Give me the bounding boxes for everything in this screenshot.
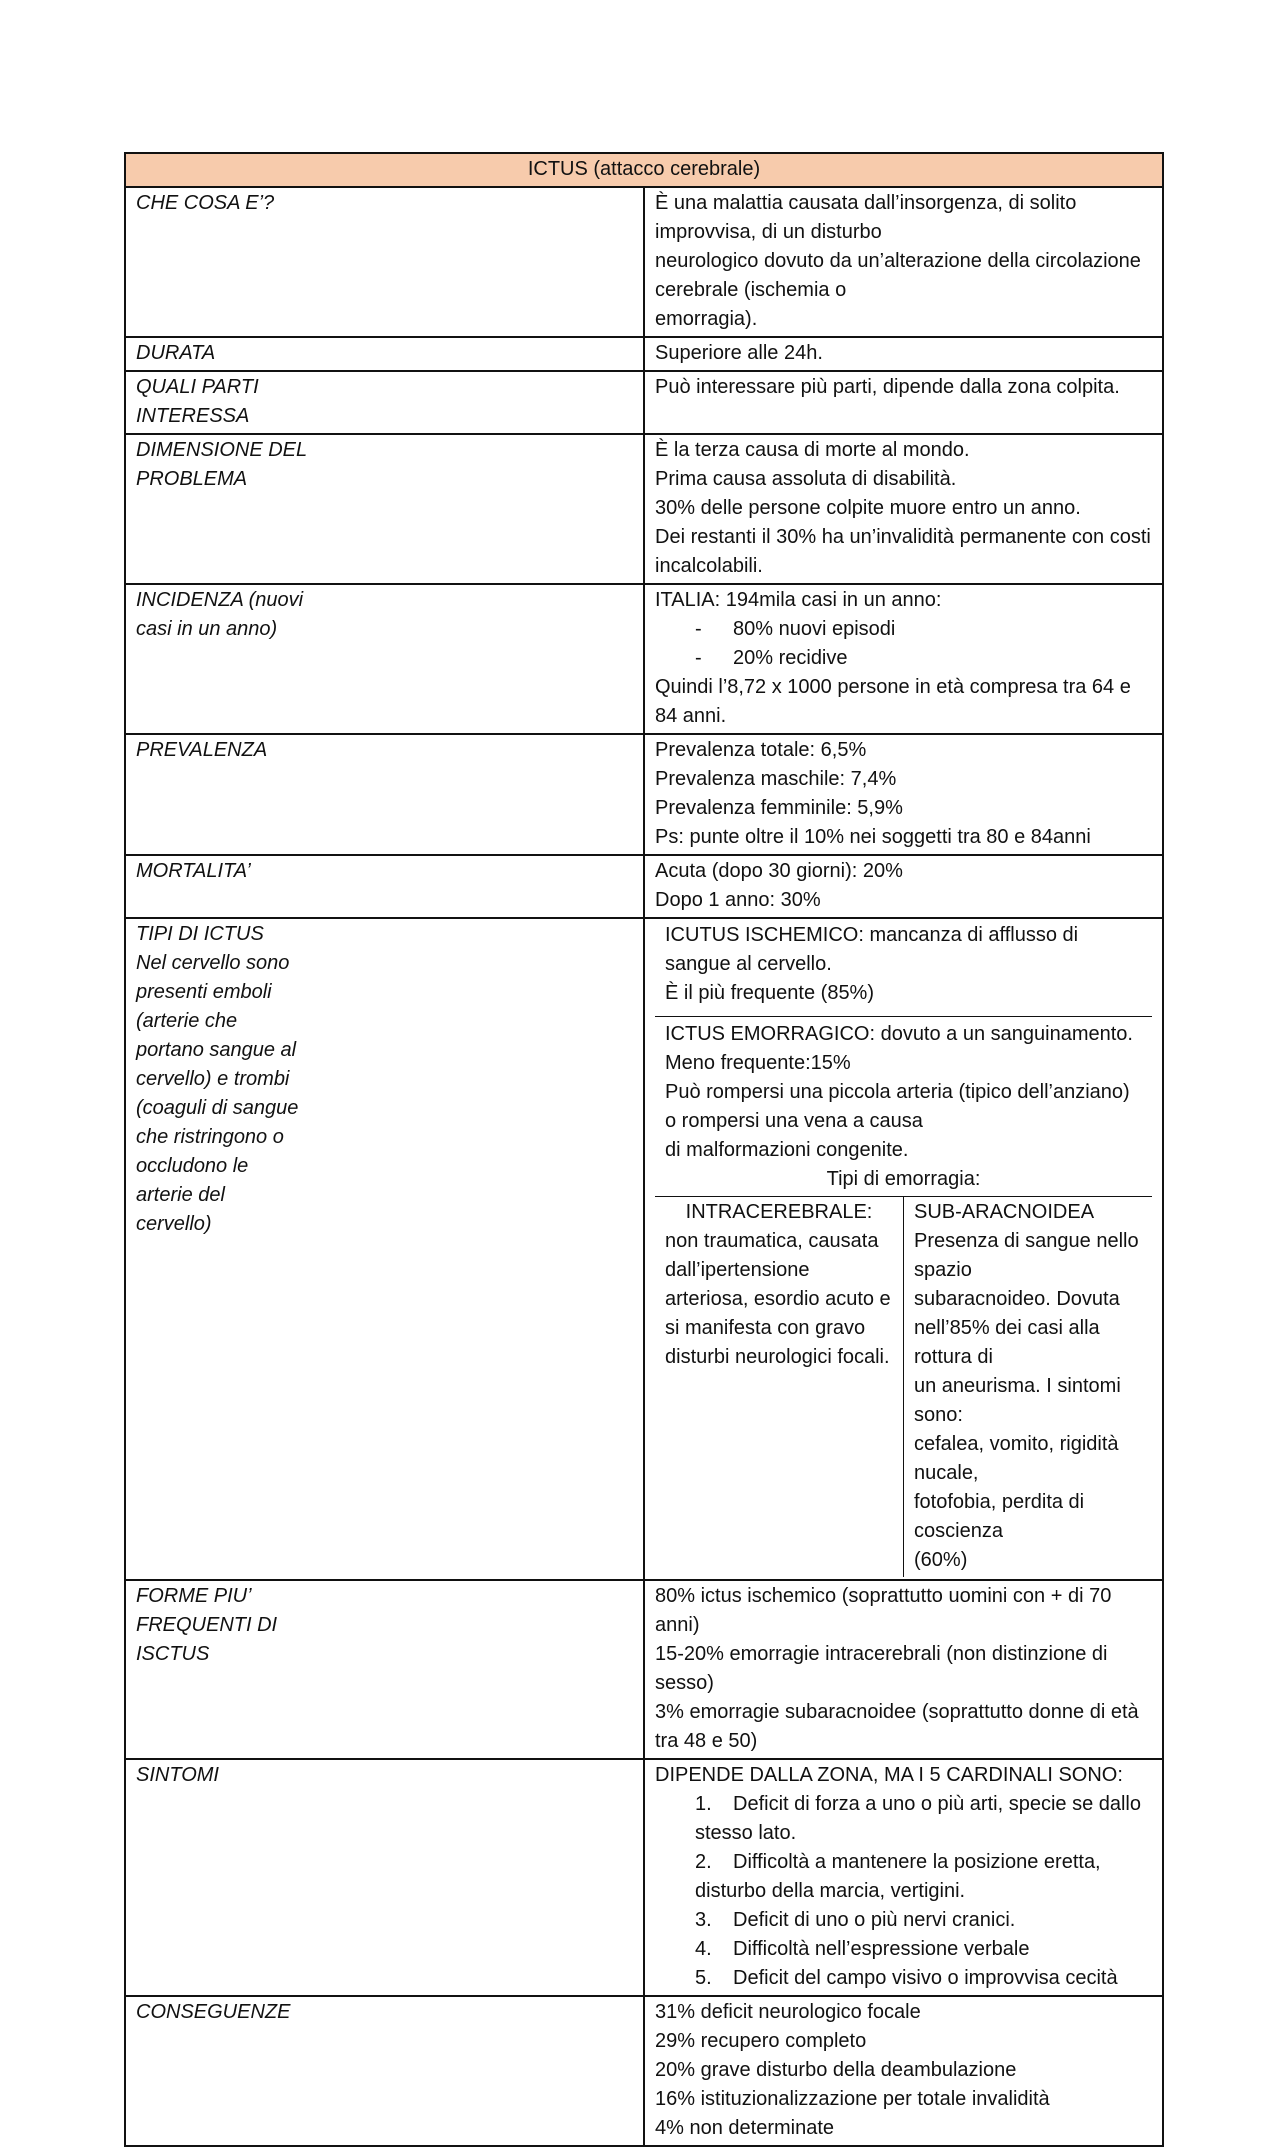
label-line: PROBLEMA bbox=[136, 468, 248, 490]
text-line: ITALIA: 194mila casi in un anno: bbox=[655, 589, 942, 611]
row-che-cosa bbox=[125, 187, 1163, 337]
text-line: Può interessare più parti, dipende dalla zona colpita. bbox=[655, 376, 1120, 398]
row-content bbox=[644, 734, 1163, 855]
label-line: FREQUENTI DI bbox=[136, 1614, 278, 1636]
text-line: È il più frequente (85%) bbox=[665, 982, 875, 1004]
label-line: (arterie che bbox=[136, 1010, 238, 1032]
label-line: FORME PIU’ bbox=[136, 1585, 252, 1607]
text-line: Prevalenza totale: 6,5% bbox=[655, 739, 867, 761]
row-label bbox=[125, 918, 644, 1580]
label-line: INTERESSA bbox=[136, 405, 250, 427]
text-line: 16% istituzionalizzazione per totale invalidità bbox=[655, 2088, 1050, 2110]
text-line: 15-20% emorragie intracerebrali (non distinzione di sesso) bbox=[655, 1643, 1108, 1694]
text-line: emorragia). bbox=[655, 308, 758, 330]
row-content bbox=[644, 1996, 1163, 2146]
ischemico-cell bbox=[655, 920, 1152, 1017]
label-line: arterie del bbox=[136, 1184, 225, 1206]
label-line: occludono le bbox=[136, 1155, 249, 1177]
text-line: Prima causa assoluta di disabilità. bbox=[655, 468, 957, 490]
text-line: cefalea, vomito, rigidità nucale, bbox=[914, 1433, 1119, 1484]
row-sintomi bbox=[125, 1759, 1163, 1996]
table-title: ICTUS (attacco cerebrale) bbox=[125, 153, 1163, 187]
text-line: 20% grave disturbo della deambulazione bbox=[655, 2059, 1017, 2081]
row-mortalita bbox=[125, 855, 1163, 918]
label-line: presenti emboli bbox=[136, 981, 272, 1003]
list-number: 2. bbox=[695, 1851, 712, 1873]
subaracnoidea-cell bbox=[904, 1197, 1153, 1578]
text-line: 29% recupero completo bbox=[655, 2030, 867, 2052]
text-line: Superiore alle 24h. bbox=[655, 342, 823, 364]
list-number: 1. bbox=[695, 1793, 712, 1815]
text-line: Meno frequente:15% bbox=[665, 1052, 851, 1074]
ischemico-row bbox=[655, 920, 1152, 1017]
text-line: Presenza di sangue nello spazio bbox=[914, 1230, 1139, 1281]
bullet-dash: - bbox=[695, 618, 702, 640]
row-content bbox=[644, 584, 1163, 734]
list-number: 5. bbox=[695, 1967, 712, 1989]
row-conseguenze bbox=[125, 1996, 1163, 2146]
label-line: (coaguli di sangue bbox=[136, 1097, 299, 1119]
text-line: 4% non determinate bbox=[655, 2117, 835, 2139]
text-line: È la terza causa di morte al mondo. bbox=[655, 439, 970, 461]
text-line: non traumatica, causata dall’ipertensione bbox=[665, 1230, 879, 1281]
list-item bbox=[655, 1964, 1152, 1993]
text-line: Dei restanti il 30% ha un’invalidità permanente con costi incalcolabili. bbox=[655, 526, 1151, 577]
text-line: disturbi neurologici focali. bbox=[665, 1346, 890, 1368]
intracerebrale-cell bbox=[655, 1197, 904, 1578]
row-content bbox=[644, 434, 1163, 584]
tipi-inner-table bbox=[655, 920, 1152, 1577]
emorragico-cell bbox=[655, 1017, 1152, 1197]
text-line: Acuta (dopo 30 giorni): 20% bbox=[655, 860, 903, 882]
intracerebrale-heading: INTRACEREBRALE: bbox=[685, 1201, 873, 1223]
row-label: PREVALENZA bbox=[125, 734, 644, 855]
row-content bbox=[644, 337, 1163, 371]
row-content bbox=[644, 371, 1163, 434]
text-line: ICTUS EMORRAGICO: dovuto a un sanguinamento. bbox=[665, 1023, 1133, 1045]
text-line: Prevalenza femminile: 5,9% bbox=[655, 797, 903, 819]
text-line: (60%) bbox=[914, 1549, 968, 1571]
row-tipi bbox=[125, 918, 1163, 1580]
list-item-text: 20% recidive bbox=[733, 647, 848, 669]
text-line: DIPENDE DALLA ZONA, MA I 5 CARDINALI SONO: bbox=[655, 1764, 1123, 1786]
row-label bbox=[125, 371, 644, 434]
label-line: casi in un anno) bbox=[136, 618, 278, 640]
label-line: TIPI DI ICTUS bbox=[136, 923, 264, 945]
row-durata bbox=[125, 337, 1163, 371]
label-line: cervello) bbox=[136, 1213, 212, 1235]
row-content bbox=[644, 1759, 1163, 1996]
subaracnoidea-heading: SUB-ARACNOIDEA bbox=[914, 1201, 1095, 1223]
list-number: 3. bbox=[695, 1909, 712, 1931]
text-line: 80% ictus ischemico (soprattutto uomini con + di 70 anni) bbox=[655, 1585, 1112, 1636]
label-line: portano sangue al bbox=[136, 1039, 297, 1061]
text-line: Può rompersi una piccola arteria (tipico dell’anziano) o rompersi una vena a causa bbox=[665, 1081, 1130, 1132]
text-line: 30% delle persone colpite muore entro un anno. bbox=[655, 497, 1081, 519]
row-content bbox=[644, 918, 1163, 1580]
text-line: subaracnoideo. Dovuta bbox=[914, 1288, 1120, 1310]
list-item bbox=[655, 615, 1152, 644]
list-item bbox=[655, 1848, 1152, 1906]
text-line: nell’85% dei casi alla rottura di bbox=[914, 1317, 1100, 1368]
text-line: È una malattia causata dall’insorgenza, di solito improvvisa, di un disturbo bbox=[655, 192, 1077, 243]
list-number: 4. bbox=[695, 1938, 712, 1960]
text-line: 31% deficit neurologico focale bbox=[655, 2001, 921, 2023]
row-label bbox=[125, 434, 644, 584]
row-dimensione bbox=[125, 434, 1163, 584]
row-content bbox=[644, 855, 1163, 918]
row-content bbox=[644, 1580, 1163, 1759]
text-line: 3% emorragie subaracnoidee (soprattutto donne di età tra 48 e 50) bbox=[655, 1701, 1139, 1752]
list-item-text: Deficit di forza a uno o più arti, specie se dallo stesso lato. bbox=[695, 1793, 1141, 1844]
text-line: fotofobia, perdita di coscienza bbox=[914, 1491, 1085, 1542]
label-line: che ristringono o bbox=[136, 1126, 284, 1148]
ictus-table bbox=[124, 152, 1164, 2147]
row-label bbox=[125, 1580, 644, 1759]
label-line: cervello) e trombi bbox=[136, 1068, 290, 1090]
list-item bbox=[655, 1790, 1152, 1848]
list-item-text: Deficit del campo visivo o improvvisa cecità bbox=[733, 1967, 1118, 1989]
list-item bbox=[655, 1935, 1152, 1964]
text-line: arteriosa, esordio acuto e si manifesta con gravo bbox=[665, 1288, 891, 1339]
row-quali-parti bbox=[125, 371, 1163, 434]
title-row bbox=[125, 153, 1163, 187]
row-prevalenza bbox=[125, 734, 1163, 855]
emorragia-types-row bbox=[655, 1197, 1152, 1578]
text-line: neurologico dovuto da un’alterazione della circolazione cerebrale (ischemia o bbox=[655, 250, 1141, 301]
text-line: ICUTUS ISCHEMICO: mancanza di afflusso di sangue al cervello. bbox=[665, 924, 1079, 975]
tipi-emorragia-heading: Tipi di emorragia: bbox=[826, 1168, 981, 1190]
row-content bbox=[644, 187, 1163, 337]
list-item-text: Difficoltà nell’espressione verbale bbox=[733, 1938, 1030, 1960]
label-line: ISCTUS bbox=[136, 1643, 210, 1665]
row-label bbox=[125, 584, 644, 734]
row-label: SINTOMI bbox=[125, 1759, 644, 1996]
emorragico-row bbox=[655, 1017, 1152, 1197]
text-line: Ps: punte oltre il 10% nei soggetti tra 80 e 84anni bbox=[655, 826, 1091, 848]
list-item-text: Deficit di uno o più nervi cranici. bbox=[733, 1909, 1016, 1931]
text-line: di malformazioni congenite. bbox=[665, 1139, 909, 1161]
label-line: DIMENSIONE DEL bbox=[136, 439, 308, 461]
row-label: CONSEGUENZE bbox=[125, 1996, 644, 2146]
text-line: Dopo 1 anno: 30% bbox=[655, 889, 821, 911]
text-line: Quindi l’8,72 x 1000 persone in età compresa tra 64 e 84 anni. bbox=[655, 676, 1131, 727]
label-line: QUALI PARTI bbox=[136, 376, 259, 398]
text-line: un aneurisma. I sintomi sono: bbox=[914, 1375, 1121, 1426]
list-item bbox=[655, 644, 1152, 673]
list-item-text: 80% nuovi episodi bbox=[733, 618, 896, 640]
list-item-text: Difficoltà a mantenere la posizione eretta, disturbo della marcia, vertigini. bbox=[695, 1851, 1101, 1902]
list-item bbox=[655, 1906, 1152, 1935]
row-label: DURATA bbox=[125, 337, 644, 371]
row-label: CHE COSA E’? bbox=[125, 187, 644, 337]
label-line: INCIDENZA (nuovi bbox=[136, 589, 304, 611]
label-line: Nel cervello sono bbox=[136, 952, 290, 974]
text-line: Prevalenza maschile: 7,4% bbox=[655, 768, 897, 790]
row-label: MORTALITA’ bbox=[125, 855, 644, 918]
bullet-dash: - bbox=[695, 647, 702, 669]
row-incidenza bbox=[125, 584, 1163, 734]
row-forme bbox=[125, 1580, 1163, 1759]
